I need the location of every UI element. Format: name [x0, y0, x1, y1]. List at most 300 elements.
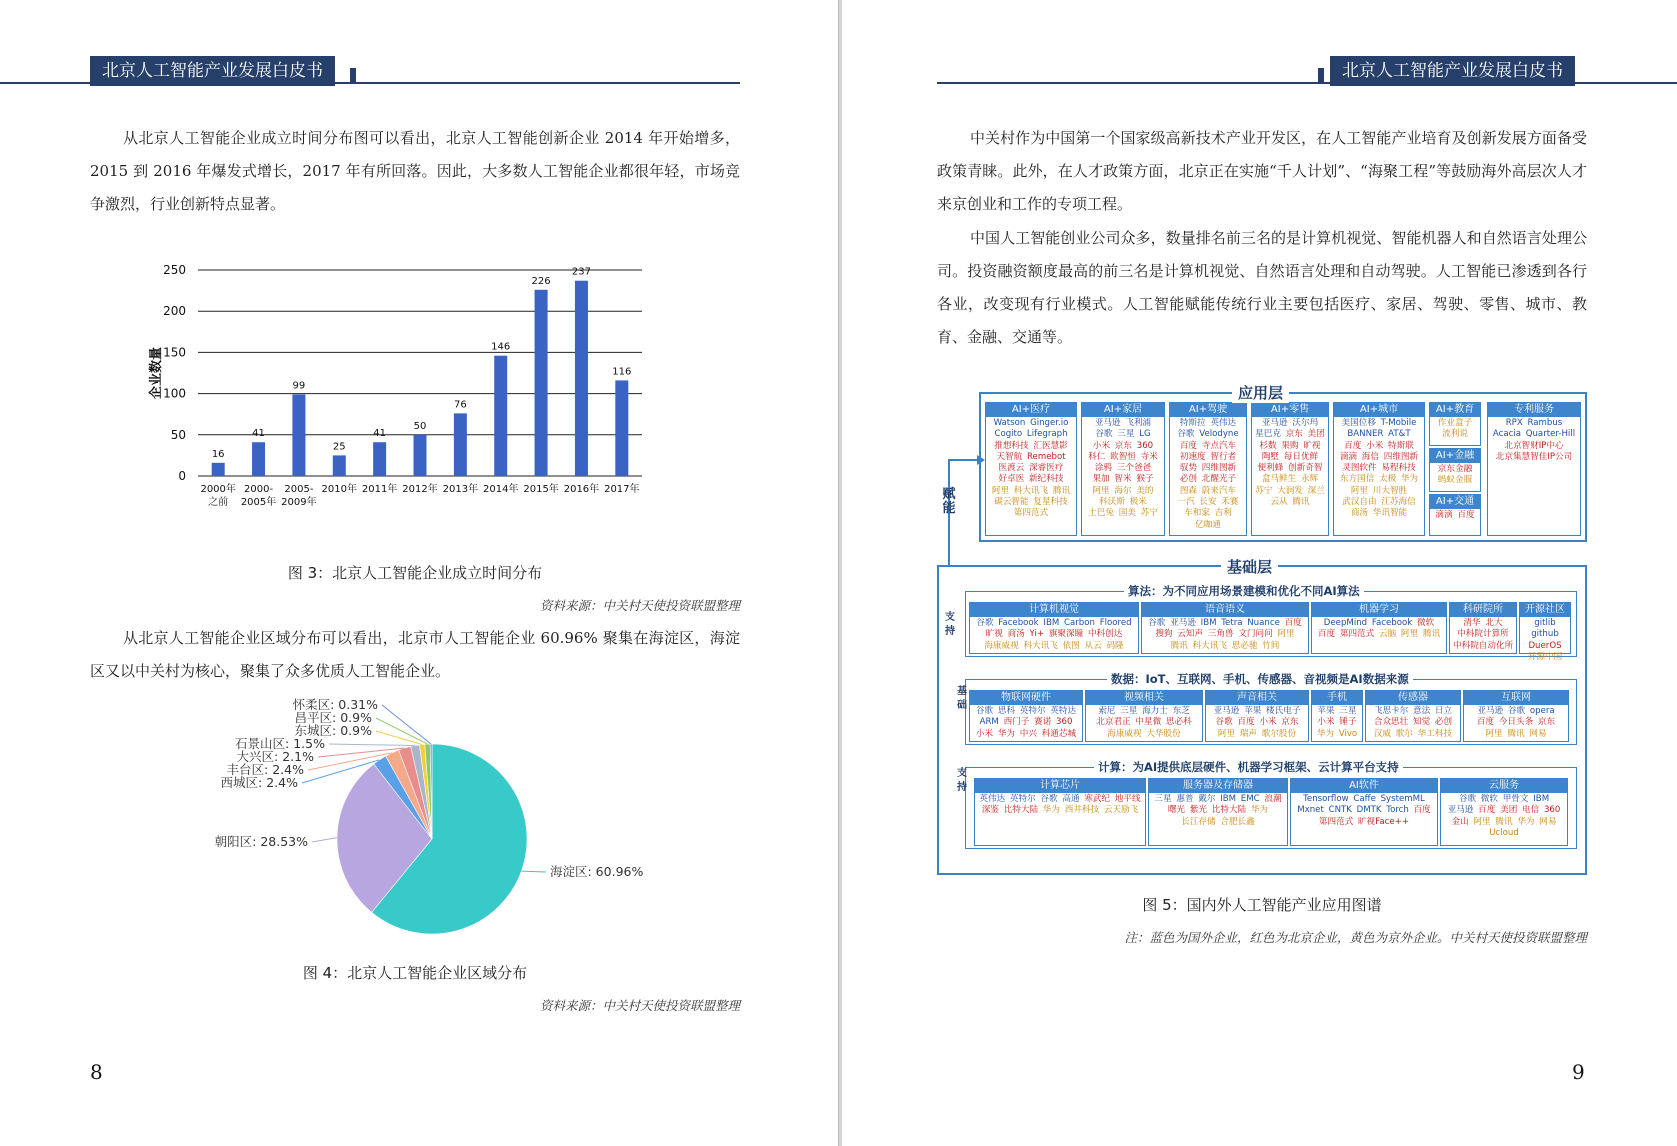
category-companies	[1450, 617, 1516, 653]
company-name: 新纪科技	[1029, 474, 1064, 485]
company-name: 海信	[1361, 451, 1379, 462]
company-name: Caffe	[1353, 794, 1376, 804]
company-name: 流利说	[1442, 429, 1468, 440]
slice-label: 怀柔区: 0.31%	[292, 697, 378, 712]
company-name: Facebook	[1371, 618, 1413, 628]
company-name: Carbon	[1064, 618, 1095, 628]
company-name: 川大智胜	[1372, 485, 1408, 496]
y-axis-label: 企业数量	[149, 346, 164, 400]
company-name: 天智航	[996, 451, 1023, 462]
company-name: 搜狗	[1155, 629, 1173, 640]
category-title: 专利服务	[1488, 403, 1580, 417]
company-name: 作业盒子	[1437, 418, 1473, 428]
company-name: 赛诺	[1034, 717, 1052, 728]
company-name: Floored	[1099, 618, 1132, 628]
y-tick-label: 50	[170, 427, 186, 442]
category-title: 物联网硬件	[970, 691, 1082, 705]
category-box	[1141, 602, 1309, 654]
algorithm-section	[965, 591, 1577, 662]
slice-label: 丰台区: 2.4%	[226, 762, 304, 777]
company-name: 商汤	[1007, 629, 1025, 640]
company-name: 华为	[1316, 728, 1335, 739]
company-name: 合肥长鑫	[1220, 816, 1255, 827]
company-name: 英伟达	[1210, 418, 1237, 428]
category-title: 计算芯片	[975, 779, 1145, 793]
leader-line	[329, 744, 415, 746]
company-name: 美团	[1500, 805, 1518, 816]
company-name: 三星	[1117, 429, 1135, 440]
company-name: 海尔	[1114, 485, 1132, 496]
company-name: 今日头条	[1498, 717, 1534, 728]
company-name: Vivo	[1338, 728, 1358, 739]
bar	[615, 380, 628, 476]
category-box	[1205, 690, 1309, 742]
category-box	[1519, 602, 1571, 662]
company-name: 网易	[1529, 728, 1547, 739]
company-name: 百度	[1317, 629, 1336, 640]
bar	[292, 394, 305, 476]
bar	[454, 413, 467, 476]
company-name: 三星	[1154, 794, 1172, 804]
category-companies	[1312, 705, 1362, 741]
category-box	[985, 402, 1077, 536]
company-name: 美的	[1136, 485, 1154, 496]
company-name: 碳云智能	[994, 497, 1029, 508]
company-name: 华为	[1400, 474, 1419, 485]
company-name: 特斯拉	[1179, 418, 1206, 428]
company-name: 初速度	[1179, 451, 1206, 462]
company-name: gitlib	[1534, 618, 1556, 628]
category-companies	[1312, 617, 1446, 642]
company-name: 海康威视	[1107, 728, 1142, 739]
bar	[575, 281, 588, 476]
company-name: 瑞声	[1239, 728, 1257, 739]
company-name: 知觉	[1412, 717, 1431, 728]
company-name: 太极	[1378, 474, 1397, 485]
company-name: 清华	[1463, 618, 1481, 628]
category-box	[1429, 494, 1481, 536]
company-name: 蔚来汽车	[1201, 485, 1237, 496]
company-name: 360	[1543, 805, 1561, 816]
company-name: AT&T	[1388, 429, 1411, 440]
figure-4-source: 资料来源：中关村天使投资联盟整理	[539, 998, 740, 1013]
paragraph-2: 中国人工智能创业公司众多，数量排名前三名的是计算机视觉、智能机器人和自然语言处理公司。投资融资额度最高的前三名是计算机视觉、自然语言处理和自动驾驶。人工智能已渗透到各行各业，改变现有行业模式。人工智能赋能传统行业主要包括医疗、家居、驾驶、零售、城市、教育、金融、交通等。	[937, 229, 1587, 346]
company-name: LG	[1139, 429, 1151, 440]
category-companies	[1142, 617, 1308, 653]
x-tick-label: 2000年	[200, 484, 236, 495]
category-box	[1365, 690, 1461, 742]
category-companies	[1149, 793, 1287, 829]
bar-chart	[150, 258, 710, 548]
category-box	[969, 690, 1083, 742]
company-name: 比特大陆	[1003, 805, 1039, 816]
company-name: Tensorflow	[1303, 794, 1349, 804]
company-name: 思科	[997, 706, 1016, 716]
company-name: 歌尔股份	[1261, 728, 1297, 739]
company-name: 车和家	[1184, 508, 1210, 519]
company-name: 中科创达	[1087, 629, 1123, 640]
category-title: 传感器	[1366, 691, 1460, 705]
company-name: 阿里	[1092, 485, 1110, 496]
category-companies	[1430, 509, 1480, 522]
company-name: 腾讯	[1052, 485, 1071, 496]
slice-label: 朝阳区: 28.53%	[214, 834, 308, 849]
category-title: 手机	[1312, 691, 1362, 705]
category-title: 开源社区	[1520, 603, 1570, 617]
category-box	[1429, 448, 1481, 492]
bar	[414, 435, 427, 476]
application-layer	[979, 392, 1587, 542]
category-title: AI+零售	[1252, 403, 1328, 417]
category-title: AI+金融	[1430, 449, 1480, 463]
data-label: 76	[453, 399, 467, 411]
category-title: AI+驾驶	[1170, 403, 1246, 417]
company-name: 沃尔玛	[1292, 418, 1319, 428]
leader-line	[521, 871, 546, 872]
category-title: 科研院所	[1450, 603, 1516, 617]
category-box	[1333, 402, 1425, 536]
company-name: 商汤	[1350, 508, 1369, 519]
company-name: 医渡云	[998, 463, 1025, 474]
company-name: 华讯智能	[1372, 508, 1408, 519]
category-companies	[986, 417, 1076, 521]
company-name: 特斯联	[1388, 440, 1414, 451]
company-name: 海力士	[1142, 706, 1168, 716]
page-number: 9	[1572, 1060, 1585, 1084]
company-name: 飞思卡尔	[1373, 706, 1409, 716]
company-name: 三星	[1339, 706, 1357, 716]
company-name: 欧智恒	[1110, 451, 1136, 462]
leader-line	[376, 718, 427, 744]
company-name: Acacia	[1492, 429, 1521, 440]
company-name: 谷歌	[975, 706, 994, 716]
bar	[252, 442, 265, 476]
x-tick-label: 2005-	[284, 484, 314, 495]
company-name: 华为	[1250, 805, 1269, 816]
company-name: 科仁	[1088, 451, 1106, 462]
company-name: 果加	[1092, 474, 1110, 485]
company-name: 旗聚深瞳	[1048, 629, 1084, 640]
page-number: 8	[90, 1060, 103, 1084]
company-name: 合众思壮	[1373, 717, 1409, 728]
company-name: 华为	[1517, 816, 1535, 827]
company-name: 金山	[1451, 816, 1469, 827]
company-name: 亚马逊	[1477, 706, 1504, 716]
company-name: 谷歌	[1095, 429, 1113, 440]
data-label: 25	[332, 441, 346, 453]
category-title: 计算机视觉	[970, 603, 1138, 617]
company-name: 英特达	[1050, 706, 1077, 716]
company-name: 阿里	[1350, 485, 1369, 496]
data-label: 41	[373, 428, 387, 440]
slice-label: 石景山区: 1.5%	[235, 736, 325, 751]
company-name: 微软	[1417, 618, 1435, 628]
company-name: 网易	[1539, 816, 1557, 827]
category-companies	[1520, 617, 1570, 664]
company-name: 星巴克	[1255, 429, 1281, 440]
company-name: 华工科技	[1417, 728, 1453, 739]
company-name: 中兴	[1019, 728, 1037, 739]
company-name: 华为	[997, 728, 1016, 739]
category-companies	[1430, 417, 1480, 442]
company-name: 亚马逊	[1447, 805, 1474, 816]
company-name: 索尼	[1098, 706, 1116, 716]
company-name: 歌尔	[1395, 728, 1413, 739]
company-name: 小米	[1092, 440, 1111, 451]
company-name: 英特尔	[1019, 706, 1046, 716]
company-name: 科大讯飞	[1023, 640, 1058, 651]
company-name: Ucloud	[1489, 827, 1519, 838]
company-name: 深睿医疗	[1029, 463, 1064, 474]
company-name: 依图	[1062, 640, 1080, 651]
company-name: 驭势	[1179, 463, 1198, 474]
company-name: DeepMind	[1323, 618, 1368, 628]
company-name: 中科院计算所	[1457, 629, 1509, 640]
company-name: 中科院自动化所	[1453, 640, 1514, 651]
base-layer	[937, 565, 1587, 875]
company-name: 京东	[1281, 717, 1299, 728]
y-tick-label: 0	[178, 469, 186, 483]
company-name: 北醒光子	[1201, 474, 1237, 485]
y-tick-label: 200	[163, 304, 186, 319]
company-name: 亚马逊	[1261, 418, 1288, 428]
figure-4-caption: 图 4：北京人工智能企业区域分布	[302, 964, 528, 982]
algorithm-categories	[969, 602, 1573, 662]
data-label: 146	[491, 341, 511, 353]
company-name: 亚马逊	[1094, 418, 1121, 428]
company-name: 三个爸爸	[1116, 463, 1152, 474]
company-name: 小米	[1259, 717, 1277, 728]
header-title: 北京人工智能产业发展白皮书	[1330, 56, 1575, 86]
company-name: 华为	[1042, 805, 1060, 816]
y-tick-label: 100	[163, 386, 186, 401]
company-name: Watson	[993, 418, 1026, 428]
company-name: 三星	[1120, 706, 1138, 716]
company-name: 第四范式	[1013, 508, 1049, 519]
category-companies	[1334, 417, 1424, 521]
company-name: 滴滴	[1435, 510, 1453, 520]
company-name: 谷歌	[1040, 794, 1058, 804]
company-name: 好卓医	[998, 474, 1025, 485]
category-box	[1169, 402, 1247, 536]
slice-label: 东城区: 0.9%	[294, 723, 372, 738]
x-tick-label: 2013年	[442, 484, 479, 495]
y-tick-label: 150	[163, 345, 186, 360]
company-name: 一汽	[1177, 497, 1195, 508]
company-name: 必创	[1434, 717, 1453, 728]
company-name: 四维图新	[1383, 451, 1419, 462]
company-name: 禾赛	[1221, 497, 1239, 508]
company-name: 盒马鲜生	[1261, 474, 1297, 485]
company-name: 蚂蚁金服	[1437, 475, 1473, 486]
company-name: 猴子	[1136, 474, 1154, 485]
company-name: 北大	[1485, 618, 1503, 628]
company-name: 小米	[1317, 717, 1335, 728]
compute-title: 计算：为AI提供底层硬件、机器学习框架、云计算平台支持	[1094, 759, 1403, 775]
company-name: 谷歌	[1148, 618, 1166, 628]
company-name: 科大讯飞	[1192, 640, 1227, 651]
company-name: 腾讯	[1507, 728, 1525, 739]
category-box	[1311, 690, 1363, 742]
category-box	[1081, 402, 1165, 536]
company-name: EMC	[1240, 794, 1260, 804]
bar	[212, 463, 225, 476]
company-name: 三角兽	[1207, 629, 1234, 640]
category-companies	[970, 705, 1082, 741]
company-name: 360	[1136, 440, 1154, 451]
company-name: 戴尔	[1198, 794, 1216, 804]
company-name: 北京君正	[1096, 717, 1131, 728]
company-name: 苹果	[1244, 706, 1262, 716]
company-name: 360	[1056, 717, 1073, 728]
company-name: 云天励飞	[1103, 805, 1139, 816]
company-name: 惠普	[1176, 794, 1194, 804]
category-box	[1148, 778, 1288, 846]
category-title: 声音相关	[1206, 691, 1308, 705]
x-tick-label: 2005年	[240, 497, 277, 508]
figure-5-note: 注：蓝色为国外企业，红色为北京企业，黄色为京外企业。中关村天使投资联盟整理	[1124, 930, 1587, 945]
company-name: 思必科	[1165, 717, 1192, 728]
company-name: 文门问问	[1238, 629, 1273, 640]
category-title: AI+医疗	[986, 403, 1076, 417]
company-name: 寒武纪	[1084, 794, 1111, 804]
company-name: 阿里	[1400, 629, 1419, 640]
algorithm-title: 算法：为不同应用场景建模和优化不同AI算法	[1124, 583, 1364, 599]
slice-label: 昌平区: 0.9%	[294, 710, 372, 725]
x-tick-label: 之前	[208, 497, 229, 508]
company-name: 苹果	[1317, 706, 1335, 716]
company-name: 东芝	[1172, 706, 1190, 716]
company-name: 谷歌	[1177, 429, 1195, 440]
company-name: 小米	[975, 728, 994, 739]
category-box	[969, 602, 1139, 654]
company-name: 亚马逊	[1170, 618, 1196, 628]
company-name: 旷视	[985, 629, 1003, 640]
bar	[494, 356, 507, 476]
category-companies	[1082, 417, 1164, 521]
category-box	[1311, 602, 1447, 654]
y-tick-label: 250	[163, 263, 186, 277]
company-name: 谷歌	[976, 618, 994, 628]
company-name: 吉利	[1214, 508, 1232, 519]
category-box	[1290, 778, 1438, 846]
company-name: 云脑	[1378, 629, 1397, 640]
company-name: 果购	[1281, 440, 1299, 451]
company-name: 阿里	[1473, 816, 1491, 827]
company-name: 意法	[1412, 706, 1431, 716]
company-name: 紫光	[1189, 805, 1208, 816]
company-name: Ginger.io	[1030, 418, 1069, 428]
company-name: Rambus	[1527, 418, 1563, 428]
header-title: 北京人工智能产业发展白皮书	[90, 56, 335, 86]
category-companies	[970, 617, 1138, 653]
company-name: 英特尔	[1009, 794, 1036, 804]
application-layer-title: 应用层	[1232, 382, 1289, 403]
company-name: 海康威视	[984, 640, 1019, 651]
company-name: 第四范式	[1339, 629, 1375, 640]
company-name: 汉威	[1373, 728, 1392, 739]
company-name: 北京集慧智佳IP公司	[1495, 451, 1573, 462]
company-name: Cogito	[994, 429, 1023, 440]
company-name: 百度	[1284, 618, 1302, 628]
base-layer-title: 基础层	[1221, 556, 1278, 577]
data-categories	[969, 690, 1573, 742]
category-companies	[1441, 793, 1567, 840]
company-name: 科沃斯	[1099, 497, 1125, 508]
company-name: 江苏海信	[1381, 497, 1416, 508]
data-label: 16	[211, 448, 225, 460]
company-name: 英伟达	[979, 794, 1006, 804]
data-label: 99	[292, 380, 306, 392]
slice-label: 海淀区: 60.96%	[550, 864, 644, 879]
category-title: 语音语义	[1142, 603, 1308, 617]
company-name: 从云	[1084, 640, 1102, 651]
category-title: 互联网	[1464, 691, 1568, 705]
company-name: 长安	[1199, 497, 1217, 508]
company-name: 美团	[1307, 429, 1325, 440]
company-name: 百度	[1476, 717, 1495, 728]
category-box	[1251, 402, 1329, 536]
enable-arrow	[937, 380, 987, 580]
right-page	[842, 0, 1677, 1146]
company-name: 大华股份	[1146, 728, 1181, 739]
company-name: DMTK	[1356, 805, 1382, 816]
company-name: 便利蜂	[1257, 463, 1284, 474]
x-tick-label: 2011年	[361, 484, 398, 495]
category-box	[974, 778, 1146, 846]
company-name: 深鉴	[981, 805, 999, 816]
data-title: 数据：IoT、互联网、手机、传感器、音视频是AI数据来源	[1107, 671, 1413, 687]
company-name: 苏宁	[1255, 485, 1273, 496]
category-box	[1487, 402, 1581, 536]
data-label: 116	[612, 366, 632, 378]
company-name: IBM	[1533, 794, 1550, 804]
company-name: 百度	[1179, 440, 1198, 451]
company-name: 西井科技	[1064, 805, 1100, 816]
company-name: 东方国信	[1339, 474, 1375, 485]
company-name: Quarter-Hill	[1525, 429, 1576, 440]
company-name: 楼氏电子	[1266, 706, 1301, 716]
company-name: 思必驰	[1231, 640, 1258, 651]
x-tick-label: 2015年	[523, 484, 559, 495]
company-name: 高通	[1062, 794, 1080, 804]
company-name: 阿里	[1217, 728, 1236, 739]
company-name: 腾讯	[1495, 816, 1513, 827]
category-title: 机器学习	[1312, 603, 1446, 617]
support-label-3: 支持	[957, 768, 967, 793]
company-name: 云从	[1270, 497, 1288, 508]
company-name: 阿里	[1277, 629, 1295, 640]
company-name: 腾讯	[1292, 497, 1310, 508]
figure-3-source: 资料来源：中关村天使投资联盟整理	[539, 598, 740, 613]
x-tick-label: 2010年	[321, 484, 357, 495]
company-name: 小米	[1366, 440, 1384, 451]
company-name: 日立	[1434, 706, 1453, 716]
category-companies	[1366, 705, 1460, 741]
company-name: 亚马逊	[1213, 706, 1240, 716]
company-name: 旷视Face++	[1358, 816, 1410, 827]
support-label-1: 支持	[945, 612, 955, 637]
category-title: AI+交通	[1430, 495, 1480, 509]
company-name: 码隆	[1106, 640, 1124, 651]
company-name: 武汉自由	[1342, 497, 1377, 508]
company-name: Torch	[1386, 805, 1409, 816]
company-name: 土巴兔	[1088, 508, 1114, 519]
company-name: 西门子	[1003, 717, 1030, 728]
header-tab	[1318, 68, 1324, 84]
company-name: 阿里	[1485, 728, 1503, 739]
company-name: 美国位移	[1341, 418, 1376, 428]
